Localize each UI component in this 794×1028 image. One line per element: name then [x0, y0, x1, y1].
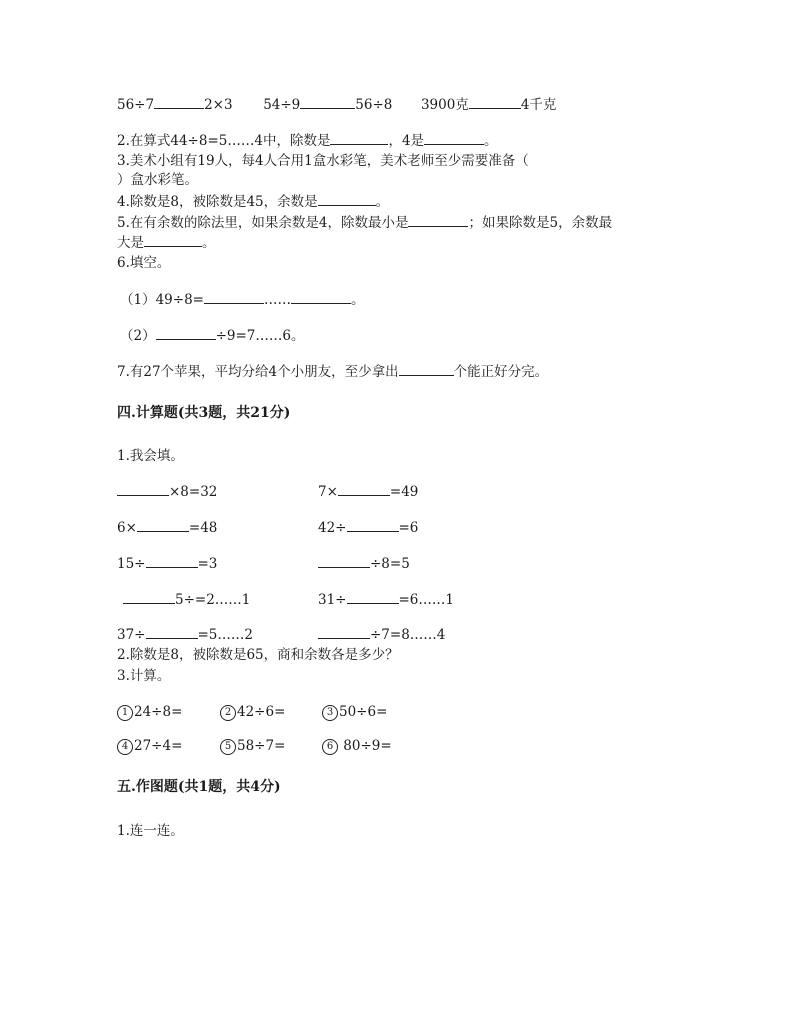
equation-text: 5÷=2……1: [175, 592, 251, 608]
answer-blank[interactable]: [204, 290, 264, 304]
question-7: [117, 362, 548, 381]
equation-text: =48: [188, 520, 218, 536]
compare-3-right: 4千克: [520, 97, 557, 113]
question-6-part2: [120, 326, 304, 345]
equation-text: 6×: [117, 520, 137, 536]
calc-expression: 58÷7=: [237, 738, 286, 754]
compare-1-right: 2×3: [204, 97, 233, 113]
question-5-line1: [117, 213, 612, 232]
equation-text: ×8=32: [169, 484, 218, 500]
compare-1-left: 56÷7: [117, 97, 155, 113]
circled-number: 5: [220, 739, 236, 755]
question-2: [117, 131, 498, 150]
answer-blank[interactable]: [330, 131, 388, 145]
section-4-q3-title: 3.计算。: [117, 668, 171, 684]
calc-expression: 80÷9=: [339, 738, 392, 754]
answer-blank[interactable]: [347, 590, 399, 604]
calc-item-2: [220, 703, 285, 721]
compare-2-left: 54÷9: [263, 97, 301, 113]
equation-text: 42÷: [318, 520, 347, 536]
answer-blank[interactable]: [338, 482, 390, 496]
circled-number: 2: [220, 705, 236, 721]
question-4: [117, 192, 389, 211]
question-text: （1）49÷8=: [120, 292, 204, 308]
calc-expression: 24÷8=: [134, 704, 183, 720]
question-3-line1: 3.美术小组有19人，每4人合用1盒水彩笔，美术老师至少需要准备（: [117, 153, 529, 169]
calc-item-1: [117, 703, 182, 721]
calc-expression: 42÷6=: [237, 704, 286, 720]
question-text: （2）: [120, 328, 156, 344]
fill-grid-r4-left: [123, 590, 250, 609]
answer-blank[interactable]: [399, 362, 454, 376]
answer-blank[interactable]: [123, 590, 175, 604]
question-text: 。: [484, 133, 498, 149]
question-5-line2: [117, 233, 216, 252]
equation-text: 31÷: [318, 592, 347, 608]
equation-text: ÷7=8……4: [370, 627, 446, 643]
equation-text: =6: [398, 520, 419, 536]
answer-blank[interactable]: [154, 95, 204, 109]
question-text: ，4是: [388, 133, 425, 149]
answer-blank[interactable]: [144, 233, 202, 247]
calc-item-4: [117, 737, 182, 755]
question-text: 4.除数是8，被除数是45，余数是: [117, 194, 318, 210]
answer-blank[interactable]: [318, 625, 370, 639]
question-text: 7.有27个苹果，平均分给4个小朋友，至少拿出: [117, 364, 399, 380]
answer-blank[interactable]: [347, 518, 399, 532]
fill-grid-r2-right: [318, 518, 418, 537]
answer-blank[interactable]: [117, 482, 169, 496]
fill-grid-r5-left: [117, 625, 253, 644]
answer-blank[interactable]: [408, 213, 468, 227]
section-4-q2: 2.除数是8，被除数是65，商和余数各是多少？: [117, 647, 399, 663]
circled-number: 4: [117, 739, 133, 755]
fill-grid-r3-left: [117, 554, 217, 573]
answer-blank[interactable]: [291, 290, 351, 304]
equation-text: 37÷: [117, 627, 146, 643]
question-text: 5.在有余数的除法里，如果余数是4，除数最小是: [117, 215, 409, 231]
question-text: 。: [350, 292, 365, 308]
question-text: 个能正好分完。: [453, 364, 549, 380]
equation-text: =49: [389, 484, 419, 500]
answer-blank[interactable]: [318, 192, 376, 206]
fill-grid-r4-right: [318, 590, 454, 609]
fill-grid-r1-left: [117, 482, 217, 501]
question-text: 。: [375, 194, 390, 210]
answer-blank[interactable]: [146, 625, 198, 639]
calc-expression: 27÷4=: [134, 738, 183, 754]
fill-grid-r1-right: [318, 482, 418, 501]
question-text: ÷9=7……6。: [215, 328, 305, 344]
question-text: 2.在算式44÷8=5……4中，除数是: [117, 133, 331, 149]
section-5-heading: 五.作图题(共1题，共4分): [117, 779, 281, 795]
equation-text: =6……1: [398, 592, 454, 608]
section-5-q1-title: 1.连一连。: [117, 823, 184, 839]
equation-text: 7×: [318, 484, 338, 500]
answer-blank[interactable]: [137, 518, 189, 532]
fill-grid-r3-right: [318, 554, 410, 573]
question-text: ……: [263, 292, 291, 308]
equation-text: =3: [197, 556, 218, 572]
equation-text: 15÷: [117, 556, 146, 572]
circled-number: 6: [322, 739, 338, 755]
answer-blank[interactable]: [146, 554, 198, 568]
question-6-part1: [120, 290, 364, 309]
circled-number: 1: [117, 705, 133, 721]
answer-blank[interactable]: [469, 95, 521, 109]
calc-item-5: [220, 737, 285, 755]
answer-blank[interactable]: [300, 95, 355, 109]
equation-text: ÷8=5: [370, 556, 410, 572]
calc-item-6: [322, 737, 392, 755]
fill-grid-r5-right: [318, 625, 445, 644]
question-3-line2: ）盒水彩笔。: [117, 172, 198, 188]
question-text: ；如果除数是5，余数最: [468, 215, 613, 231]
compare-2-right: 56÷8: [355, 97, 393, 113]
answer-blank[interactable]: [318, 554, 370, 568]
calc-item-3: [322, 703, 387, 721]
question-text: 大是: [117, 235, 144, 251]
compare-row: [117, 95, 556, 114]
compare-3-left: 3900克: [420, 97, 469, 113]
equation-text: =5……2: [197, 627, 253, 643]
section-4-heading: 四.计算题(共3题，共21分): [117, 405, 291, 421]
answer-blank[interactable]: [424, 131, 484, 145]
question-6-title: 6.填空。: [117, 255, 171, 271]
answer-blank[interactable]: [156, 326, 216, 340]
calc-expression: 50÷6=: [339, 704, 388, 720]
section-4-q1-title: 1.我会填。: [117, 448, 184, 464]
fill-grid-r2-left: [117, 518, 217, 537]
circled-number: 3: [322, 705, 338, 721]
question-text: 。: [202, 235, 216, 251]
